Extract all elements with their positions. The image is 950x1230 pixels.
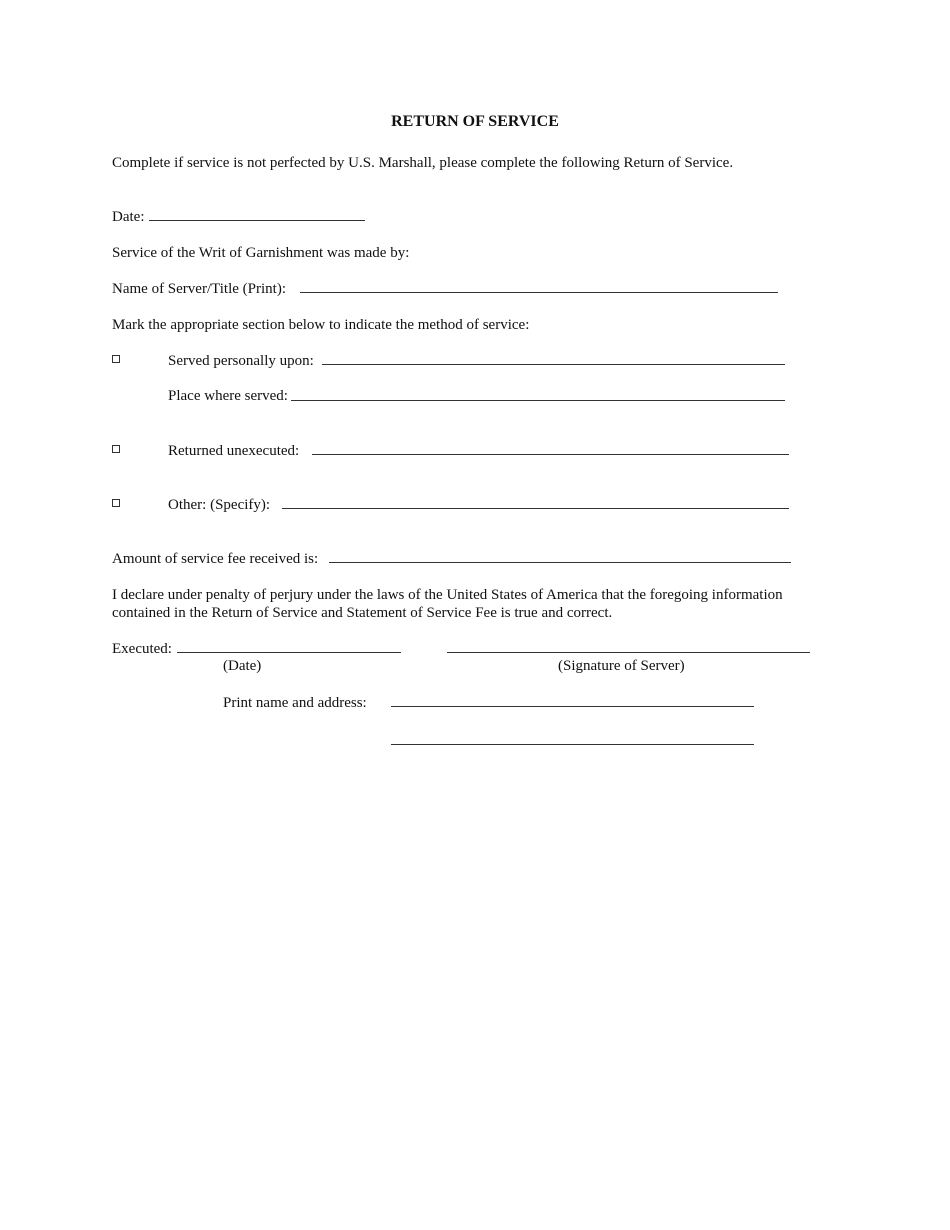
date-label: Date: <box>112 209 145 225</box>
served-personally-label: Served personally upon: <box>168 353 314 369</box>
fee-label: Amount of service fee received is: <box>112 551 319 567</box>
server-name-field[interactable] <box>300 292 778 293</box>
returned-unexecuted-label: Returned unexecuted: <box>168 443 300 459</box>
other-label: Other: (Specify): <box>168 497 271 513</box>
executed-label: Executed: <box>112 641 172 657</box>
address-field[interactable] <box>391 744 754 745</box>
executed-date-field[interactable] <box>177 652 401 653</box>
page-title: RETURN OF SERVICE <box>391 113 559 130</box>
place-served-label: Place where served: <box>168 388 288 404</box>
signature-caption: (Signature of Server) <box>558 658 685 674</box>
signature-field[interactable] <box>447 652 810 653</box>
served-personally-checkbox[interactable] <box>112 355 120 363</box>
declaration-line-2: contained in the Return of Service and Statement of Service Fee is true and correct. <box>112 605 613 621</box>
other-field[interactable] <box>282 508 789 509</box>
declaration-line-1: I declare under penalty of perjury under the laws of the United States of America that the foregoing information <box>112 587 783 603</box>
method-instruction: Mark the appropriate section below to indicate the method of service: <box>112 317 530 333</box>
date-field[interactable] <box>149 220 365 221</box>
server-name-label: Name of Server/Title (Print): <box>112 281 287 297</box>
fee-field[interactable] <box>329 562 791 563</box>
place-served-field[interactable] <box>291 400 785 401</box>
print-name-label: Print name and address: <box>223 695 367 711</box>
intro-text: Complete if service is not perfected by U.S. Marshall, please complete the following Return of Service. <box>112 155 734 171</box>
service-made-by-text: Service of the Writ of Garnishment was made by: <box>112 245 410 261</box>
other-checkbox[interactable] <box>112 499 120 507</box>
returned-unexecuted-checkbox[interactable] <box>112 445 120 453</box>
print-name-field[interactable] <box>391 706 754 707</box>
date-caption: (Date) <box>223 658 262 674</box>
returned-unexecuted-field[interactable] <box>312 454 789 455</box>
served-personally-field[interactable] <box>322 364 785 365</box>
